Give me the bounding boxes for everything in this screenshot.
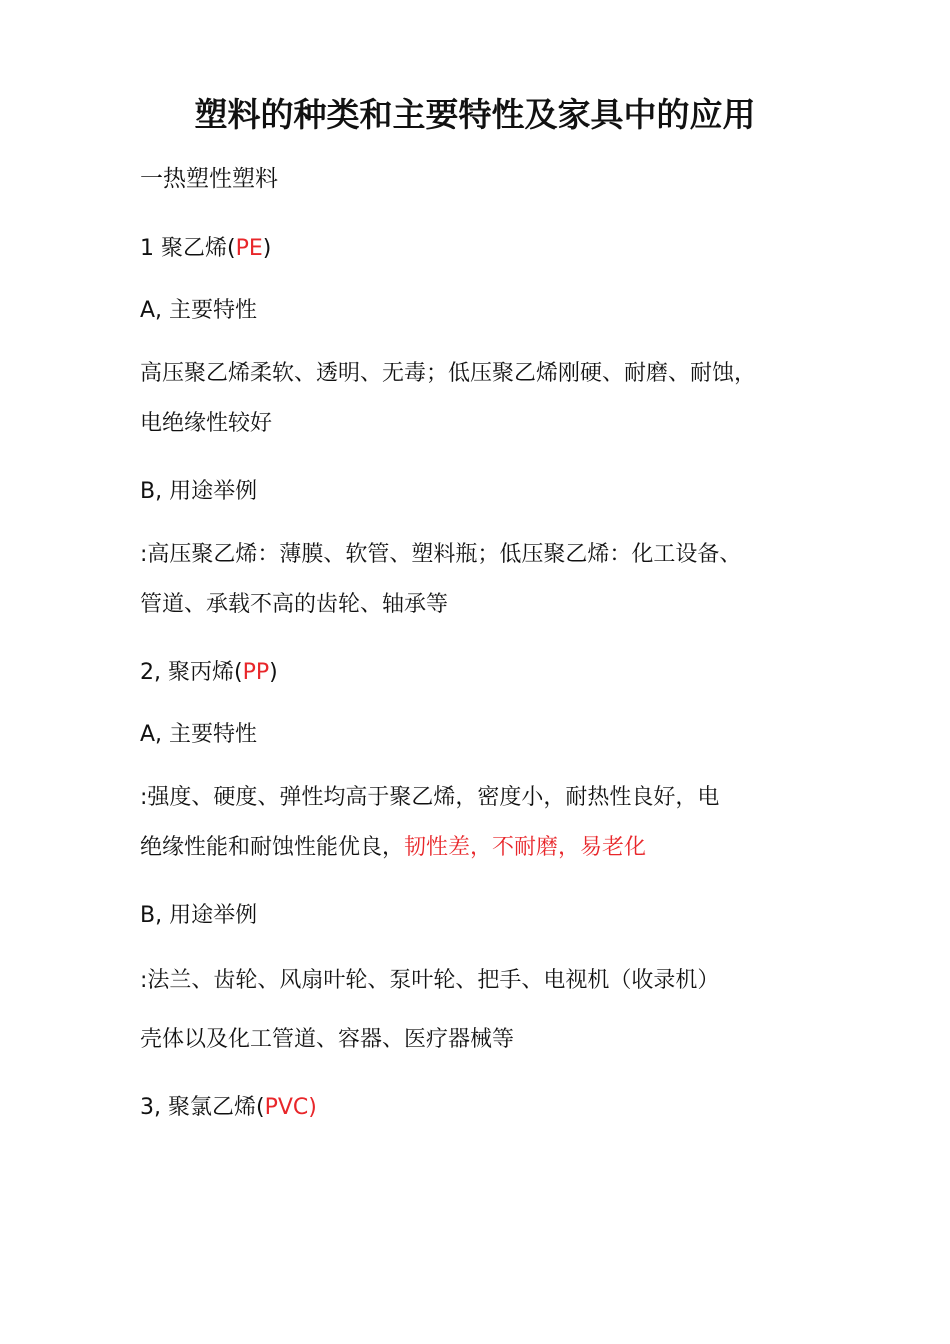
pvc-heading <box>140 1093 850 1123</box>
pe-heading-close: ) <box>262 236 272 261</box>
section-heading-thermoplastic: 一热塑性塑料 <box>140 166 278 192</box>
pe-uses-line-1: :高压聚乙烯：薄膜、软管、塑料瓶；低压聚乙烯：化工设备、 <box>140 542 742 567</box>
pe-uses-line-2: 管道、承载不高的齿轮、轴承等 <box>140 592 449 617</box>
pp-heading-close: ) <box>269 660 278 685</box>
pp-properties-label: A, 主要特性 <box>140 722 258 747</box>
pp-properties-warning: 韧性差，不耐磨，易老化 <box>404 835 647 860</box>
document-title: 塑料的种类和主要特性及家具中的应用 <box>194 95 756 134</box>
pp-heading <box>140 658 850 688</box>
pvc-heading-text: 3, 聚氯乙烯( <box>140 1095 265 1120</box>
pe-properties-line-2: 电绝缘性较好 <box>140 411 273 436</box>
pp-uses-label: B, 用途举例 <box>140 903 258 928</box>
pe-heading-text: 1 聚乙烯( <box>140 236 236 261</box>
pp-properties-text: 绝缘性能和耐蚀性能优良， <box>140 835 405 860</box>
pe-properties-line-1: 高压聚乙烯柔软、透明、无毒；低压聚乙烯刚硬、耐磨、耐蚀， <box>140 361 757 386</box>
pe-heading <box>140 234 850 264</box>
pe-uses-label: B, 用途举例 <box>140 479 258 504</box>
pp-heading-text: 2, 聚丙烯( <box>140 660 243 685</box>
pvc-abbr: PVC) <box>264 1095 317 1120</box>
pp-properties-line-2 <box>140 833 850 863</box>
pp-properties-line-1: :强度、硬度、弹性均高于聚乙烯，密度小，耐热性良好，电 <box>140 785 720 810</box>
pp-uses-line-2: 壳体以及化工管道、容器、医疗器械等 <box>140 1027 515 1052</box>
pe-abbr: PE <box>235 236 263 261</box>
pe-properties-label: A, 主要特性 <box>140 298 258 323</box>
pp-abbr: PP <box>242 660 270 685</box>
pp-uses-line-1: :法兰、齿轮、风扇叶轮、泵叶轮、把手、电视机（收录机） <box>140 968 720 993</box>
